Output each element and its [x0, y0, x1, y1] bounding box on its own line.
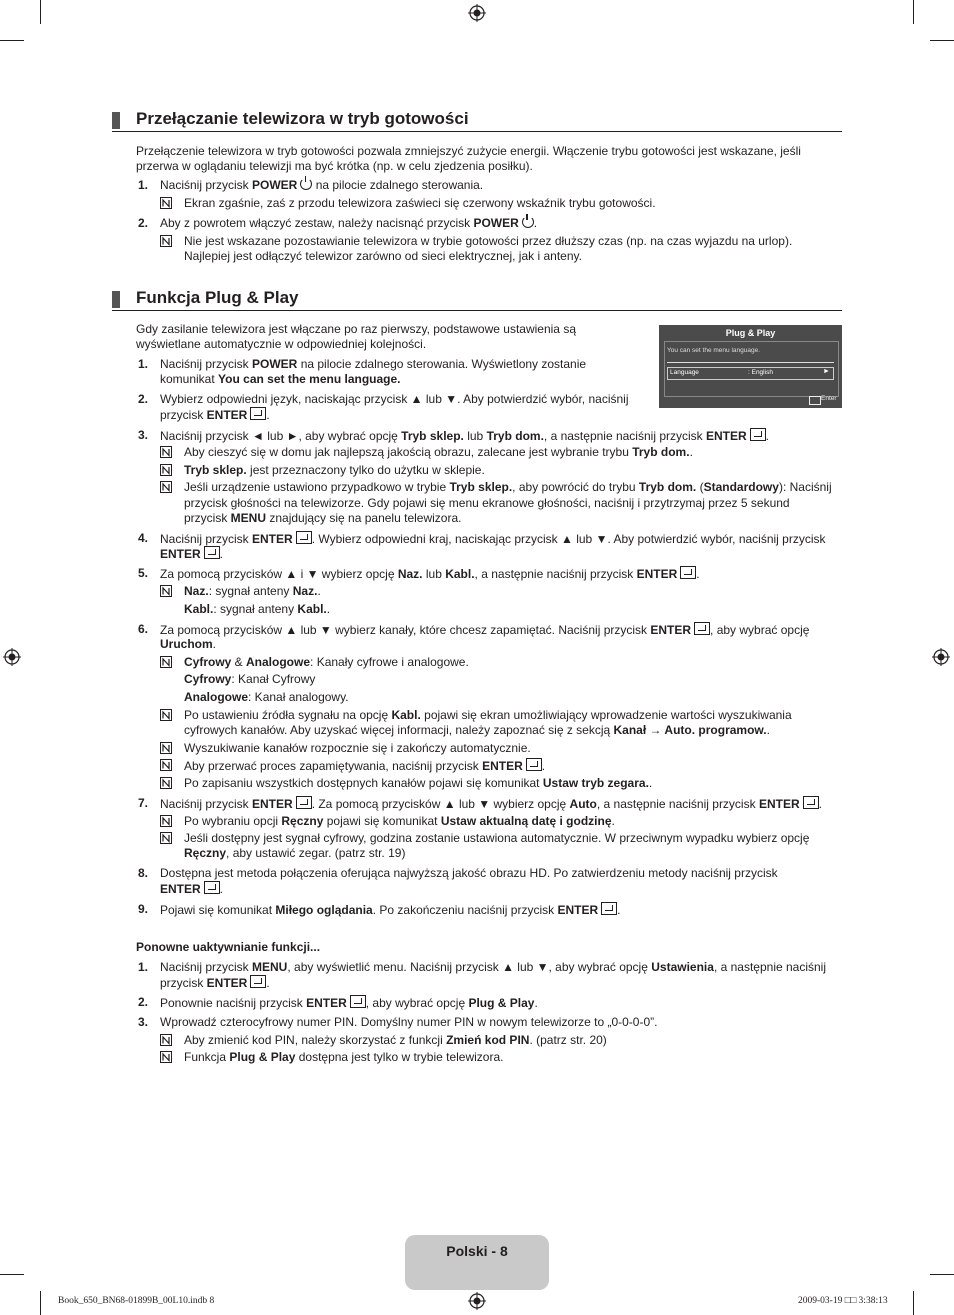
- note-icon: [160, 742, 172, 754]
- osd-message: You can set the menu language.: [667, 347, 760, 354]
- step-text: Uruchom.: [160, 637, 217, 651]
- step-number: 9.: [138, 902, 149, 916]
- note-text: Aby przerwać proces zapamiętywania, naciśnij przycisk ENTER .: [184, 759, 546, 773]
- note-icon: [160, 759, 172, 771]
- section-title: Funkcja Plug & Play: [136, 288, 299, 307]
- step-text: Naciśnij przycisk ENTER . Za pomocą przycisków ▲ lub ▼ wybierz opcję Auto, a następnie naciśnij przycisk ENTER .: [160, 797, 822, 811]
- step-text: Naciśnij przycisk POWER na pilocie zdalnego sterowania.: [160, 178, 484, 192]
- enter-icon: [250, 407, 266, 420]
- note-icon: [160, 464, 172, 476]
- page-number: Polski - 8: [446, 1243, 508, 1259]
- step-text: Pojawi się komunikat Miłego oglądania. Po zakończeniu naciśnij przycisk ENTER .: [160, 903, 621, 917]
- crop-mark: [930, 40, 954, 41]
- power-icon: [522, 216, 534, 228]
- osd-plug-and-play-screen: [659, 325, 842, 408]
- note-icon: [160, 815, 172, 827]
- step-text: Naciśnij przycisk MENU, aby wyświetlić menu. Naciśnij przycisk ▲ lub ▼, aby wybrać opcję Ustawienia, a następnie naciśnij: [160, 960, 827, 974]
- step-number: 1.: [138, 178, 149, 192]
- note-icon: [160, 709, 172, 721]
- enter-icon: [601, 902, 617, 915]
- step-number: 2.: [138, 392, 149, 406]
- step-text: Naciśnij przycisk POWER na pilocie zdalnego sterowania. Wyświetlony zostanie: [160, 357, 587, 371]
- registration-mark-icon: [932, 648, 950, 666]
- osd-row-label: Language: [670, 369, 699, 376]
- note-text: Wyszukiwanie kanałów rozpocznie się i zakończy automatycznie.: [184, 741, 531, 755]
- enter-icon: [809, 396, 821, 405]
- step-number: 6.: [138, 622, 149, 636]
- paragraph: Przełączenie telewizora w tryb gotowości pozwala zmniejszyć zużycie energii. Włączenie trybu gotowości jest wskazane, jeśli: [136, 144, 801, 158]
- enter-icon: [296, 531, 312, 544]
- note-text: Analogowe: Kanał analogowy.: [184, 690, 349, 704]
- step-number: 1.: [138, 960, 149, 974]
- note-icon: [160, 656, 172, 668]
- crop-mark: [40, 0, 41, 24]
- note-text: Naz.: sygnał anteny Naz..: [184, 584, 321, 598]
- heading-bar: [112, 112, 120, 129]
- crop-mark: [913, 1291, 914, 1315]
- step-text: Ponownie naciśnij przycisk ENTER , aby wybrać opcję Plug & Play.: [160, 996, 538, 1010]
- note-text: Aby zmienić kod PIN, należy skorzystać z funkcji Zmień kod PIN. (patrz str. 20): [184, 1033, 607, 1047]
- crop-mark: [913, 0, 914, 24]
- note-text: Jeśli urządzenie ustawiono przypadkowo w trybie Tryb sklep., aby powrócić do trybu Tryb dom. (Standardowy): Naciśnij: [184, 480, 832, 494]
- note-icon: [160, 481, 172, 493]
- note-icon: [160, 1034, 172, 1046]
- osd-row-value: : English: [748, 369, 773, 376]
- enter-icon: [250, 975, 266, 988]
- note-text: cyfrowych kanałów. Aby uzyskać więcej informacji, należy zapoznać się z sekcją Kanał → Auto. programow..: [184, 723, 770, 737]
- crop-mark: [40, 1291, 41, 1315]
- print-timestamp: 2009-03-19 □□ 3:38:13: [798, 1296, 888, 1306]
- paragraph: przerwa w oglądaniu telewizji ma być krótka (np. w celu zjedzenia posiłku).: [136, 159, 533, 173]
- registration-mark-icon: [3, 648, 21, 666]
- step-number: 1.: [138, 357, 149, 371]
- step-text: przycisk ENTER .: [160, 408, 270, 422]
- step-number: 3.: [138, 428, 149, 442]
- heading-bar: [112, 291, 120, 308]
- step-text: Wybierz odpowiedni język, naciskając przycisk ▲ lub ▼. Aby potwierdzić wybór, naciśnij: [160, 392, 629, 406]
- step-text: przycisk ENTER .: [160, 976, 270, 990]
- note-icon: [160, 585, 172, 597]
- enter-icon: [350, 995, 366, 1008]
- note-text: przycisk głośności na telewizorze. Gdy pojawi się menu ekranowe głośności, naciśnij i przytrzymaj przez 5 sekund: [184, 496, 790, 510]
- note-text: Tryb sklep. jest przeznaczony tylko do użytku w sklepie.: [184, 463, 485, 477]
- step-number: 3.: [138, 1015, 149, 1029]
- note-text: Ręczny, aby ustawić zegar. (patrz str. 19): [184, 846, 406, 860]
- step-text: Wprowadź czterocyfrowy numer PIN. Domyślny numer PIN w nowym telewizorze to „0-0-0-0”.: [160, 1015, 658, 1029]
- file-info: Book_650_BN68-01899B_00L10.indb 8: [58, 1296, 215, 1306]
- step-number: 2.: [138, 995, 149, 1009]
- paragraph: Gdy zasilanie telewizora jest włączane po raz pierwszy, podstawowe ustawienia są: [136, 322, 576, 336]
- note-text: Po ustawieniu źródła sygnału na opcję Kabl. pojawi się ekran umożliwiający wprowadzenie wartości wyszukiwania: [184, 708, 792, 722]
- osd-language-row[interactable]: [667, 367, 834, 380]
- page-number-tab: [405, 1235, 549, 1290]
- osd-arrow-right-icon: ►: [823, 368, 830, 375]
- note-text: Jeśli dostępny jest sygnał cyfrowy, godzina zostanie ustawiona automatycznie. W przeciwnym wypadku wybierz opcję: [184, 831, 810, 845]
- enter-icon: [526, 758, 542, 771]
- note-icon: [160, 235, 172, 247]
- note-text: Najlepiej jest odłączyć telewizor zarówno od sieci elektrycznej, jak i anteny.: [184, 249, 582, 263]
- enter-icon: [680, 566, 696, 579]
- osd-panel: [664, 341, 839, 397]
- step-text: Za pomocą przycisków ▲ lub ▼ wybierz kanały, które chcesz zapamiętać. Naciśnij przycisk ENTER , aby wybrać opcję: [160, 623, 810, 637]
- enter-icon: [803, 796, 819, 809]
- enter-icon: [750, 428, 766, 441]
- note-icon: [160, 197, 172, 209]
- enter-icon: [204, 881, 220, 894]
- osd-divider: [667, 362, 834, 363]
- section-title: Przełączanie telewizora w tryb gotowości: [136, 109, 469, 128]
- step-number: 5.: [138, 566, 149, 580]
- step-text: ENTER .: [160, 547, 224, 561]
- note-icon: [160, 777, 172, 789]
- section-heading-plug-and-play: [112, 288, 842, 311]
- enter-icon: [694, 622, 710, 635]
- note-text: Cyfrowy: Kanał Cyfrowy: [184, 672, 316, 686]
- enter-icon: [204, 546, 220, 559]
- step-text: Dostępna jest metoda połączenia oferująca najwyższą jakość obrazu HD. Po zatwierdzeniu metody naciśnij przycisk: [160, 866, 778, 880]
- step-text: komunikat You can set the menu language.: [160, 372, 401, 386]
- osd-enter-label: Enter: [821, 395, 837, 402]
- note-text: Cyfrowy & Analogowe: Kanały cyfrowe i analogowe.: [184, 655, 469, 669]
- registration-mark-icon: [468, 1292, 486, 1310]
- note-text: Po zapisaniu wszystkich dostępnych kanałów pojawi się komunikat Ustaw tryb zegara..: [184, 776, 653, 790]
- step-number: 4.: [138, 531, 149, 545]
- note-text: Aby cieszyć się w domu jak najlepszą jakością obrazu, zalecane jest wybranie trybu Tryb dom..: [184, 445, 693, 459]
- crop-mark: [0, 1274, 24, 1275]
- power-icon: [300, 178, 312, 190]
- enter-icon: [296, 796, 312, 809]
- note-icon: [160, 446, 172, 458]
- subsection-title: Ponowne uaktywnianie funkcji...: [136, 940, 321, 954]
- step-text: ENTER .: [160, 882, 224, 896]
- step-text: Naciśnij przycisk ◄ lub ►, aby wybrać opcję Tryb sklep. lub Tryb dom., a następnie naciśnij przycisk ENTER .: [160, 429, 769, 443]
- note-text: Kabl.: sygnał anteny Kabl..: [184, 602, 331, 616]
- step-number: 2.: [138, 216, 149, 230]
- note-text: Ekran zgaśnie, zaś z przodu telewizora zaświeci się czerwony wskaźnik trybu gotowości.: [184, 196, 656, 210]
- note-text: Po wybraniu opcji Ręczny pojawi się komunikat Ustaw aktualną datę i godzinę.: [184, 814, 615, 828]
- step-text: Naciśnij przycisk ENTER . Wybierz odpowiedni kraj, naciskając przycisk ▲ lub ▼. Aby potwierdzić wybór, naciśnij przycisk: [160, 532, 826, 546]
- step-text: Za pomocą przycisków ▲ i ▼ wybierz opcję Naz. lub Kabl., a następnie naciśnij przycisk ENTER .: [160, 567, 700, 581]
- crop-mark: [930, 1274, 954, 1275]
- note-text: Nie jest wskazane pozostawianie telewizora w trybie gotowości przez dłuższy czas (np. na czas wyjazdu na urlop).: [184, 234, 793, 248]
- step-number: 7.: [138, 796, 149, 810]
- step-text: Aby z powrotem włączyć zestaw, należy nacisnąć przycisk POWER .: [160, 216, 538, 230]
- note-icon: [160, 832, 172, 844]
- note-text: przycisk MENU znajdujący się na panelu telewizora.: [184, 511, 462, 525]
- osd-title: Plug & Play: [725, 328, 776, 338]
- step-number: 8.: [138, 866, 149, 880]
- registration-mark-icon: [468, 4, 486, 22]
- note-text: Funkcja Plug & Play dostępna jest tylko w trybie telewizora.: [184, 1050, 504, 1064]
- section-heading-standby: [112, 109, 842, 132]
- paragraph: wyświetlane automatycznie w odpowiedniej kolejności.: [136, 337, 427, 351]
- crop-mark: [0, 40, 24, 41]
- note-icon: [160, 1051, 172, 1063]
